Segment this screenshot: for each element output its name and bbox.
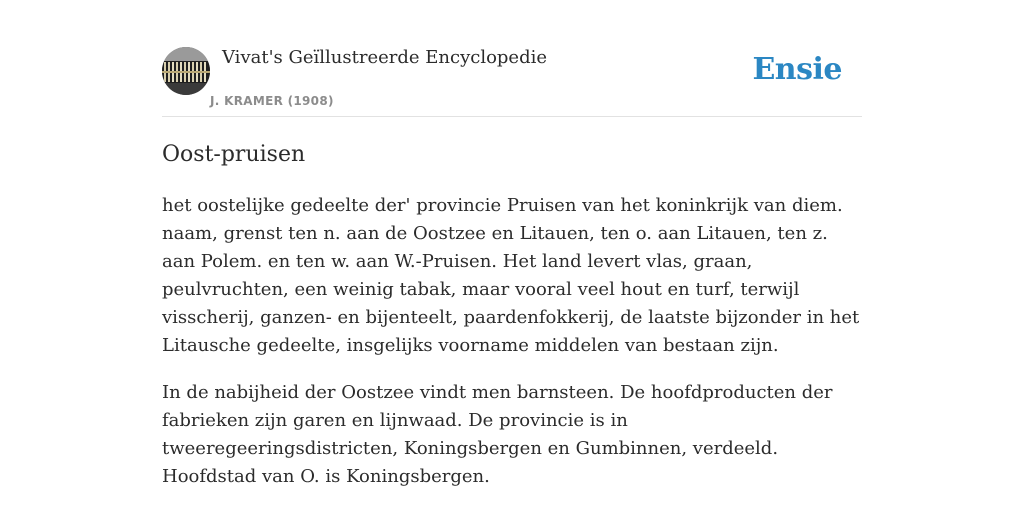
entry-title: Oost-pruisen [162, 142, 306, 167]
source-title[interactable]: Vivat's Geïllustreerde Encyclopedie [222, 47, 548, 68]
book-spines-icon [162, 47, 210, 95]
ensie-logo[interactable]: Ensie [752, 52, 842, 87]
entry-body [162, 192, 866, 510]
source-avatar[interactable] [162, 47, 210, 95]
entry-paragraph: het oostelijke gedeelte der' provincie Pruisen van het koninkrijk van diem. naam, grenst ten n. aan de Oostzee en Litauen, ten o. aan Litauen, ten z. aan Polem. en ten w. aan W.-Pruisen. Het land levert vlas, graan, peulvruchten, een weinig tabak, maar vooral veel hout en turf, terwijl visscherij, ganzen- en bijenteelt, paardenfokkerij, de laatste bijzonder in het Litausche gedeelte, insgelijks voorname middelen van bestaan zijn. [162, 195, 860, 356]
source-header [162, 46, 862, 117]
source-author[interactable]: J. KRAMER (1908) [210, 94, 334, 108]
entry-paragraph: In de nabijheid der Oostzee vindt men barnsteen. De hoofdproducten der fabrieken zijn garen en lijnwaad. De provincie is in tweeregeeringsdistricten, Koningsbergen en Gumbinnen, verdeeld. Hoofdstad van O. is Koningsbergen. [162, 382, 833, 487]
